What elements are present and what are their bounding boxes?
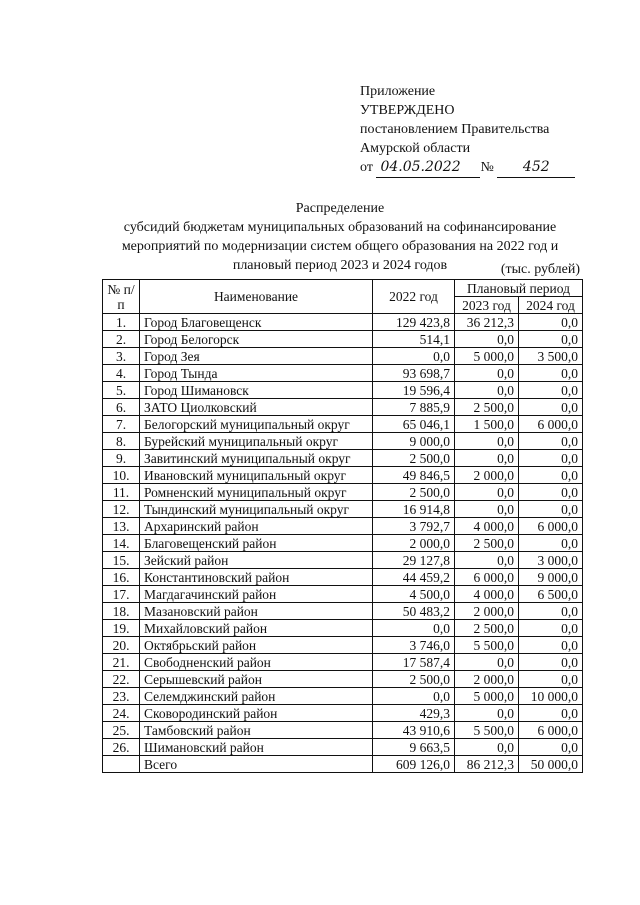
row-name: Город Зея bbox=[140, 348, 373, 365]
table-row bbox=[103, 739, 583, 756]
row-num: 2. bbox=[103, 331, 140, 348]
header-planned: Плановый период bbox=[455, 280, 583, 297]
approval-line-appendix: Приложение bbox=[360, 84, 436, 99]
table-row bbox=[103, 467, 583, 484]
table-row bbox=[103, 501, 583, 518]
row-2023: 36 212,3 bbox=[455, 314, 519, 331]
row-name: ЗАТО Циолковский bbox=[140, 399, 373, 416]
row-num: 4. bbox=[103, 365, 140, 382]
row-name: Город Шимановск bbox=[140, 382, 373, 399]
row-2023: 0,0 bbox=[455, 654, 519, 671]
from-label: от bbox=[360, 160, 373, 175]
total-2022: 609 126,0 bbox=[373, 756, 455, 773]
row-num: 18. bbox=[103, 603, 140, 620]
row-name: Серышевский район bbox=[140, 671, 373, 688]
table-row bbox=[103, 450, 583, 467]
row-2023: 0,0 bbox=[455, 484, 519, 501]
row-2023: 2 500,0 bbox=[455, 535, 519, 552]
row-2024: 0,0 bbox=[519, 739, 583, 756]
row-2024: 9 000,0 bbox=[519, 569, 583, 586]
header-2024: 2024 год bbox=[519, 297, 583, 314]
row-2022: 93 698,7 bbox=[373, 365, 455, 382]
row-num: 14. bbox=[103, 535, 140, 552]
row-2024: 3 000,0 bbox=[519, 552, 583, 569]
row-num: 8. bbox=[103, 433, 140, 450]
row-2024: 0,0 bbox=[519, 603, 583, 620]
row-2022: 9 000,0 bbox=[373, 433, 455, 450]
row-2022: 3 792,7 bbox=[373, 518, 455, 535]
row-name: Ромненский муниципальный округ bbox=[140, 484, 373, 501]
row-2023: 4 000,0 bbox=[455, 586, 519, 603]
number-label: № bbox=[480, 160, 494, 175]
header-name: Наименование bbox=[140, 280, 373, 314]
row-2024: 0,0 bbox=[519, 331, 583, 348]
table-row bbox=[103, 382, 583, 399]
row-num: 9. bbox=[103, 450, 140, 467]
row-name: Архаринский район bbox=[140, 518, 373, 535]
row-num: 26. bbox=[103, 739, 140, 756]
row-2024: 0,0 bbox=[519, 705, 583, 722]
total-2023: 86 212,3 bbox=[455, 756, 519, 773]
row-2023: 2 000,0 bbox=[455, 467, 519, 484]
total-num bbox=[103, 756, 140, 773]
row-2022: 0,0 bbox=[373, 620, 455, 637]
row-2023: 0,0 bbox=[455, 552, 519, 569]
row-num: 17. bbox=[103, 586, 140, 603]
row-2024: 10 000,0 bbox=[519, 688, 583, 705]
row-2022: 2 500,0 bbox=[373, 671, 455, 688]
row-2022: 50 483,2 bbox=[373, 603, 455, 620]
row-2023: 0,0 bbox=[455, 501, 519, 518]
row-2022: 65 046,1 bbox=[373, 416, 455, 433]
table-row bbox=[103, 671, 583, 688]
row-2024: 0,0 bbox=[519, 501, 583, 518]
row-name: Тамбовский район bbox=[140, 722, 373, 739]
row-name: Шимановский район bbox=[140, 739, 373, 756]
approval-block bbox=[360, 82, 575, 178]
table-row bbox=[103, 433, 583, 450]
row-2022: 17 587,4 bbox=[373, 654, 455, 671]
row-num: 7. bbox=[103, 416, 140, 433]
row-2024: 6 500,0 bbox=[519, 586, 583, 603]
row-num: 3. bbox=[103, 348, 140, 365]
header-2022: 2022 год bbox=[373, 280, 455, 314]
row-2023: 0,0 bbox=[455, 450, 519, 467]
table-row bbox=[103, 331, 583, 348]
row-2023: 5 000,0 bbox=[455, 348, 519, 365]
table-row bbox=[103, 637, 583, 654]
row-2022: 44 459,2 bbox=[373, 569, 455, 586]
row-2024: 0,0 bbox=[519, 637, 583, 654]
row-num: 6. bbox=[103, 399, 140, 416]
row-2024: 0,0 bbox=[519, 314, 583, 331]
row-2023: 2 500,0 bbox=[455, 620, 519, 637]
row-2022: 49 846,5 bbox=[373, 467, 455, 484]
row-num: 12. bbox=[103, 501, 140, 518]
table-row bbox=[103, 569, 583, 586]
table-row bbox=[103, 484, 583, 501]
header-num: № п/п bbox=[103, 280, 140, 314]
table-row bbox=[103, 365, 583, 382]
table-body bbox=[103, 314, 583, 773]
row-name: Завитинский муниципальный округ bbox=[140, 450, 373, 467]
row-2024: 0,0 bbox=[519, 671, 583, 688]
row-2024: 0,0 bbox=[519, 467, 583, 484]
row-2024: 0,0 bbox=[519, 382, 583, 399]
row-2024: 0,0 bbox=[519, 535, 583, 552]
total-label: Всего bbox=[140, 756, 373, 773]
row-2022: 129 423,8 bbox=[373, 314, 455, 331]
row-2022: 0,0 bbox=[373, 688, 455, 705]
row-2023: 0,0 bbox=[455, 365, 519, 382]
row-2023: 2 500,0 bbox=[455, 399, 519, 416]
row-num: 16. bbox=[103, 569, 140, 586]
row-2022: 16 914,8 bbox=[373, 501, 455, 518]
row-2023: 0,0 bbox=[455, 331, 519, 348]
row-2022: 2 500,0 bbox=[373, 450, 455, 467]
row-num: 5. bbox=[103, 382, 140, 399]
row-2024: 0,0 bbox=[519, 399, 583, 416]
row-2023: 0,0 bbox=[455, 739, 519, 756]
row-2024: 0,0 bbox=[519, 433, 583, 450]
heading-title: Распределение bbox=[295, 201, 385, 216]
header-2023: 2023 год bbox=[455, 297, 519, 314]
table-row bbox=[103, 399, 583, 416]
row-name: Город Тында bbox=[140, 365, 373, 382]
row-2022: 3 746,0 bbox=[373, 637, 455, 654]
approval-date-line bbox=[360, 158, 575, 178]
table-row bbox=[103, 722, 583, 739]
row-2024: 6 000,0 bbox=[519, 722, 583, 739]
row-2024: 0,0 bbox=[519, 365, 583, 382]
row-2024: 0,0 bbox=[519, 450, 583, 467]
row-name: Октябрьский район bbox=[140, 637, 373, 654]
row-2022: 7 885,9 bbox=[373, 399, 455, 416]
row-num: 24. bbox=[103, 705, 140, 722]
approval-line-resolution: постановлением Правительства bbox=[360, 122, 550, 137]
row-name: Тындинский муниципальный округ bbox=[140, 501, 373, 518]
row-2023: 0,0 bbox=[455, 705, 519, 722]
row-2022: 4 500,0 bbox=[373, 586, 455, 603]
row-num: 23. bbox=[103, 688, 140, 705]
table-row bbox=[103, 416, 583, 433]
row-num: 22. bbox=[103, 671, 140, 688]
row-2024: 6 000,0 bbox=[519, 416, 583, 433]
table-row bbox=[103, 552, 583, 569]
row-2023: 5 000,0 bbox=[455, 688, 519, 705]
row-num: 1. bbox=[103, 314, 140, 331]
row-2022: 9 663,5 bbox=[373, 739, 455, 756]
row-2023: 4 000,0 bbox=[455, 518, 519, 535]
row-name: Белогорский муниципальный округ bbox=[140, 416, 373, 433]
total-row bbox=[103, 756, 583, 773]
table-row bbox=[103, 688, 583, 705]
row-2022: 2 500,0 bbox=[373, 484, 455, 501]
row-2024: 0,0 bbox=[519, 654, 583, 671]
row-name: Город Белогорск bbox=[140, 331, 373, 348]
row-2022: 43 910,6 bbox=[373, 722, 455, 739]
row-2022: 19 596,4 bbox=[373, 382, 455, 399]
heading-line-2: субсидий бюджетам муниципальных образований на софинансирование bbox=[123, 220, 557, 235]
row-name: Селемджинский район bbox=[140, 688, 373, 705]
heading-line-4: плановый период 2023 и 2024 годов bbox=[232, 258, 448, 273]
row-name: Город Благовещенск bbox=[140, 314, 373, 331]
row-2023: 5 500,0 bbox=[455, 637, 519, 654]
row-name: Сковородинский район bbox=[140, 705, 373, 722]
row-2024: 3 500,0 bbox=[519, 348, 583, 365]
approval-line-approved: УТВЕРЖДЕНО bbox=[360, 103, 455, 118]
approval-number: 452 bbox=[497, 158, 575, 178]
approval-line-region: Амурской области bbox=[360, 141, 471, 156]
total-2024: 50 000,0 bbox=[519, 756, 583, 773]
table-row bbox=[103, 620, 583, 637]
row-num: 15. bbox=[103, 552, 140, 569]
row-name: Ивановский муниципальный округ bbox=[140, 467, 373, 484]
heading-line-3: мероприятий по модернизации систем общего образования на 2022 год и bbox=[121, 239, 559, 254]
row-num: 21. bbox=[103, 654, 140, 671]
row-2022: 514,1 bbox=[373, 331, 455, 348]
row-name: Михайловский район bbox=[140, 620, 373, 637]
row-name: Магдагачинский район bbox=[140, 586, 373, 603]
row-2024: 0,0 bbox=[519, 484, 583, 501]
row-name: Мазановский район bbox=[140, 603, 373, 620]
row-2023: 1 500,0 bbox=[455, 416, 519, 433]
row-num: 13. bbox=[103, 518, 140, 535]
subsidy-table bbox=[102, 279, 583, 773]
row-2022: 2 000,0 bbox=[373, 535, 455, 552]
row-num: 19. bbox=[103, 620, 140, 637]
row-name: Свободненский район bbox=[140, 654, 373, 671]
row-name: Константиновский район bbox=[140, 569, 373, 586]
units-label: (тыс. рублей) bbox=[500, 262, 580, 277]
row-num: 10. bbox=[103, 467, 140, 484]
row-2022: 0,0 bbox=[373, 348, 455, 365]
table-row bbox=[103, 705, 583, 722]
approval-date: 04.05.2022 bbox=[376, 158, 480, 178]
table-row bbox=[103, 535, 583, 552]
row-num: 20. bbox=[103, 637, 140, 654]
row-2023: 0,0 bbox=[455, 382, 519, 399]
table-row bbox=[103, 586, 583, 603]
table-row bbox=[103, 654, 583, 671]
row-2023: 2 000,0 bbox=[455, 603, 519, 620]
row-2023: 6 000,0 bbox=[455, 569, 519, 586]
row-2024: 6 000,0 bbox=[519, 518, 583, 535]
table-header-row bbox=[103, 280, 583, 297]
row-2023: 0,0 bbox=[455, 433, 519, 450]
table-row bbox=[103, 314, 583, 331]
table-row bbox=[103, 518, 583, 535]
row-name: Зейский район bbox=[140, 552, 373, 569]
row-num: 25. bbox=[103, 722, 140, 739]
row-name: Благовещенский район bbox=[140, 535, 373, 552]
row-2024: 0,0 bbox=[519, 620, 583, 637]
row-2023: 5 500,0 bbox=[455, 722, 519, 739]
row-num: 11. bbox=[103, 484, 140, 501]
row-2023: 2 000,0 bbox=[455, 671, 519, 688]
table-row bbox=[103, 603, 583, 620]
table-row bbox=[103, 348, 583, 365]
row-2022: 429,3 bbox=[373, 705, 455, 722]
row-2022: 29 127,8 bbox=[373, 552, 455, 569]
row-name: Бурейский муниципальный округ bbox=[140, 433, 373, 450]
